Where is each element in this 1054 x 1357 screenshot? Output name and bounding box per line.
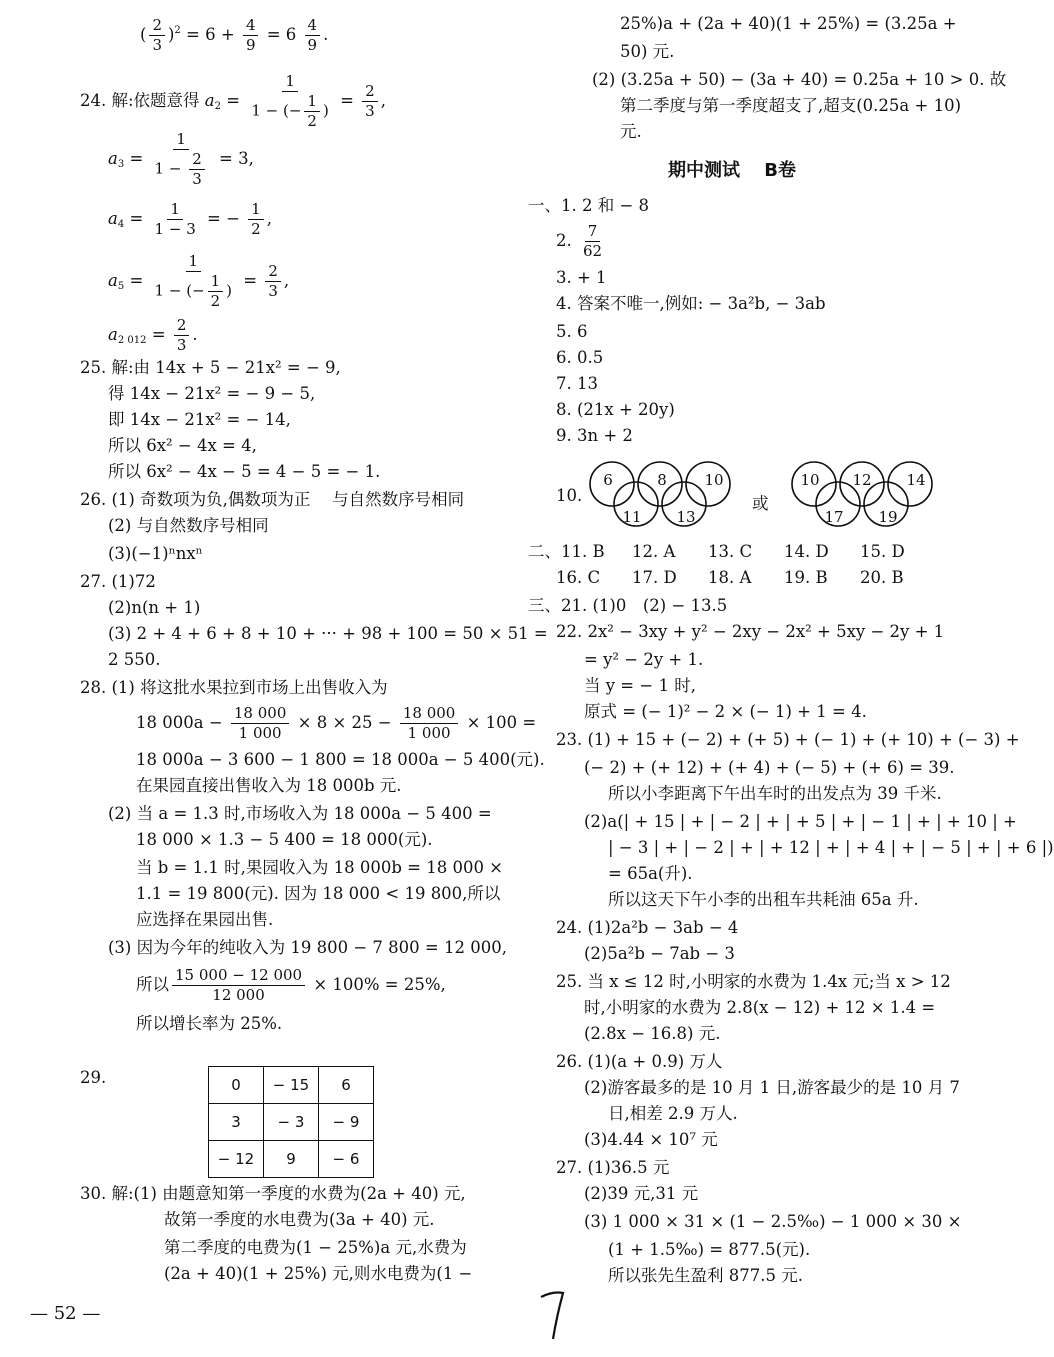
- p21: 三、21. (1)0 (2) − 13.5: [528, 596, 728, 615]
- q30-l0: 30. 解:(1) 由题意知第一季度的水费为(2a + 40) 元,: [80, 1184, 466, 1203]
- q25-l3: 所以 6x² − 4x = 4,: [108, 436, 257, 455]
- q29-label: 29.: [80, 1068, 107, 1087]
- a4-line: [108, 200, 272, 239]
- frac-den: 2: [307, 112, 317, 130]
- frac-num: 2: [189, 150, 205, 170]
- frac-den: 3: [365, 102, 375, 120]
- grid-row: [209, 1104, 374, 1141]
- mc-row2-d: 19. B: [784, 568, 828, 587]
- frac-den: [248, 92, 331, 131]
- q25-l4: 所以 6x² − 4x − 5 = 4 − 5 = − 1.: [108, 462, 381, 481]
- s5: 5. 6: [556, 322, 588, 341]
- mc-row2-a: 16. C: [556, 568, 601, 587]
- text: 2.: [556, 231, 577, 250]
- s10-label: 10.: [556, 486, 583, 505]
- fraction: [580, 222, 605, 261]
- fraction: [189, 150, 205, 189]
- mc-row2-b: 17. D: [632, 568, 677, 587]
- rings-or: 或: [752, 494, 769, 513]
- var: a: [204, 91, 215, 110]
- frac-den: 9: [307, 36, 318, 54]
- paren-close: ): [167, 25, 175, 44]
- q28-r7: (3) 因为今年的纯收入为 19 800 − 7 800 = 12 000,: [108, 938, 507, 957]
- r-top3: 第二季度与第一季度超支了,超支(0.25a + 10): [620, 96, 962, 115]
- subscript: 2: [214, 101, 222, 112]
- text: × 8 × 25 −: [292, 713, 397, 732]
- r-top2: (2) (3.25a + 50) − (3a + 40) = 0.25a + 10 > 0. 故: [592, 70, 1007, 89]
- q28-eq2: [136, 966, 446, 1005]
- p23-l5: = 65a(升).: [608, 864, 693, 883]
- frac-num: 1: [186, 252, 202, 272]
- fraction: [172, 966, 305, 1005]
- text: =: [124, 271, 149, 290]
- frac-den: [152, 272, 235, 311]
- s2: [556, 222, 608, 261]
- p24-l1: (2)5a²b − 7ab − 3: [584, 944, 735, 963]
- q27-l0: 27. (1)72: [80, 572, 156, 591]
- ring-label: 13: [676, 508, 696, 526]
- frac-den: 2: [210, 292, 221, 310]
- subscript: 5: [117, 281, 125, 292]
- q27-l3: 2 550.: [108, 650, 161, 669]
- fraction: [231, 704, 290, 743]
- p23-l4: | − 3 | + | − 2 | + | + 12 | + | + 4 | + | − 5 | + | + 6 |): [608, 838, 1054, 857]
- p26-l0: 26. (1)(a + 0.9) 万人: [556, 1052, 723, 1071]
- q28-r6: 应选择在果园出售.: [136, 910, 274, 929]
- frac-num: 1: [304, 92, 320, 112]
- a3-line: [108, 130, 254, 189]
- mc-row1-b: 12. A: [632, 542, 676, 561]
- text: ): [226, 281, 233, 300]
- text: 18 000a −: [136, 713, 228, 732]
- grid-cell: − 12: [209, 1141, 264, 1178]
- s7: 7. 13: [556, 374, 598, 393]
- frac-num: 1: [248, 200, 264, 220]
- frac-den: 1 000: [238, 724, 282, 742]
- p22-l3: 原式 = (− 1)² − 2 × (− 1) + 1 = 4.: [584, 702, 867, 721]
- p27-l1: (2)39 元,31 元: [584, 1184, 699, 1203]
- p27-l3: (1 + 1.5‰) = 877.5(元).: [608, 1240, 811, 1259]
- text: ,: [380, 91, 386, 110]
- frac-num: 1: [167, 200, 183, 220]
- fraction: [248, 72, 331, 131]
- q28-end: 所以增长率为 25%.: [136, 1014, 283, 1033]
- mc-row1-d: 14. D: [784, 542, 829, 561]
- q28-r3: 18 000 × 1.3 − 5 400 = 18 000(元).: [136, 830, 433, 849]
- text: .: [323, 25, 329, 44]
- text: = 6 +: [180, 25, 240, 44]
- subscript: 2 012: [117, 335, 147, 346]
- frac-num: 1: [208, 272, 224, 292]
- frac-num: 2: [362, 82, 378, 102]
- q28-l0: 28. (1) 将这批水果拉到市场上出售收入为: [80, 678, 388, 697]
- mc-row1-e: 15. D: [860, 542, 905, 561]
- fraction: [304, 92, 320, 131]
- ring-label: 17: [824, 508, 844, 526]
- fraction: [152, 130, 211, 189]
- text: ): [322, 101, 329, 120]
- text: =: [124, 149, 149, 168]
- fraction: [400, 704, 459, 743]
- s3: 3. + 1: [556, 268, 607, 287]
- mc-row2-c: 18. A: [708, 568, 752, 587]
- fraction: [265, 262, 281, 301]
- q25-l0: 25. 解:由 14x + 5 − 21x² = − 9,: [80, 358, 341, 377]
- frac-num: 15 000 − 12 000: [172, 966, 305, 986]
- q26-l0: 26. (1) 奇数项为负,偶数项为正 与自然数序号相同: [80, 490, 465, 509]
- p26-l3: (3)4.44 × 10⁷ 元: [584, 1130, 718, 1149]
- frac-num: 2: [265, 262, 281, 282]
- p25-l0: 25. 当 x ≤ 12 时,小明家的水费为 1.4x 元;当 x > 12: [556, 972, 951, 991]
- q28-r2: (2) 当 a = 1.3 时,市场收入为 18 000a − 5 400 =: [108, 804, 492, 823]
- ring-label: 19: [878, 508, 898, 526]
- frac-num: 4: [243, 16, 259, 36]
- q25-l2: 即 14x − 21x² = − 14,: [108, 410, 291, 429]
- grid-cell: 6: [319, 1067, 374, 1104]
- frac-den: 9: [245, 36, 256, 54]
- q27-l2: (3) 2 + 4 + 6 + 8 + 10 + ··· + 98 + 100 = 50 × 51 =: [108, 624, 548, 643]
- p26-l1: (2)游客最多的是 10 月 1 日,游客最少的是 10 月 7: [584, 1078, 960, 1097]
- grid-row: [209, 1141, 374, 1178]
- grid-cell: 9: [264, 1141, 319, 1178]
- q28-r5: 1.1 = 19 800(元). 因为 18 000 < 19 800,所以: [136, 884, 501, 903]
- frac-den: 3: [192, 170, 202, 188]
- var: a: [108, 149, 118, 168]
- fraction: [243, 16, 259, 55]
- r-top4: 元.: [620, 122, 642, 141]
- var: a: [108, 325, 118, 344]
- ring-label: 6: [603, 471, 613, 489]
- grid-cell: − 6: [319, 1141, 374, 1178]
- q26-l2: (3)(−1)ⁿnxⁿ: [108, 544, 203, 563]
- ring-label: 8: [657, 471, 667, 489]
- ring-label: 10: [704, 471, 724, 489]
- q26-l1: (2) 与自然数序号相同: [108, 516, 269, 535]
- q27-l1: (2)n(n + 1): [108, 598, 201, 617]
- p27-l4: 所以张先生盈利 877.5 元.: [608, 1266, 803, 1285]
- ring-label: 11: [622, 508, 642, 526]
- mc-row2-e: 20. B: [860, 568, 904, 587]
- ring-label: 10: [800, 471, 820, 489]
- handwritten-mark: [535, 1285, 575, 1345]
- text: ,: [266, 209, 272, 228]
- q24-label: 24. 解:依题意得: [80, 91, 205, 110]
- s4: 4. 答案不唯一,例如: − 3a²b, − 3ab: [556, 294, 826, 313]
- q25-l1: 得 14x − 21x² = − 9 − 5,: [108, 384, 316, 403]
- page-number: — 52 —: [30, 1303, 101, 1324]
- frac-den: 2: [251, 220, 261, 238]
- frac-num: 4: [305, 16, 321, 36]
- frac-num: 1: [173, 130, 189, 150]
- p23-l6: 所以这天下午小李的出租车共耗油 65a 升.: [608, 890, 919, 909]
- frac-num: 2: [174, 316, 190, 336]
- paren-open: (: [140, 25, 147, 44]
- text: × 100 =: [461, 713, 537, 732]
- s9: 9. 3n + 2: [556, 426, 633, 445]
- s6: 6. 0.5: [556, 348, 604, 367]
- grid-cell: − 9: [319, 1104, 374, 1141]
- section-title: 期中测试 B卷: [668, 160, 796, 181]
- text: = −: [201, 209, 246, 228]
- a5-line: [108, 252, 289, 311]
- ring-label: 14: [906, 471, 926, 489]
- subscript: 3: [117, 159, 125, 170]
- fraction: [152, 252, 235, 311]
- text: =: [238, 271, 263, 290]
- mc-row1-a: 二、11. B: [528, 542, 605, 561]
- q28-eq1: [136, 704, 536, 743]
- text: =: [124, 209, 149, 228]
- q28-r1: 在果园直接出售收入为 18 000b 元.: [136, 776, 402, 795]
- r-top0: 25%)a + (2a + 40)(1 + 25%) = (3.25a +: [620, 14, 957, 33]
- p27-l2: (3) 1 000 × 31 × (1 − 2.5‰) − 1 000 × 30 ×: [584, 1212, 962, 1231]
- q28-r4: 当 b = 1.1 时,果园收入为 18 000b = 18 000 ×: [136, 858, 504, 877]
- fraction: [149, 16, 165, 55]
- fraction: [362, 82, 378, 121]
- fraction: [174, 316, 190, 355]
- fraction: [305, 16, 321, 55]
- grid-cell: − 15: [264, 1067, 319, 1104]
- text: =: [334, 91, 360, 110]
- text: 所以: [136, 975, 169, 994]
- fraction: [152, 200, 199, 239]
- grid-cell: 3: [209, 1104, 264, 1141]
- text: × 100% = 25%,: [308, 975, 446, 994]
- rings-diagram-1: [586, 458, 746, 530]
- p22-l2: 当 y = − 1 时,: [584, 676, 696, 695]
- q29-grid: [208, 1066, 374, 1178]
- frac-den: [152, 150, 211, 189]
- p23-l0: 23. (1) + 15 + (− 2) + (+ 5) + (− 1) + (+ 10) + (− 3) +: [556, 730, 1020, 749]
- p25-l2: (2.8x − 16.8) 元.: [584, 1024, 721, 1043]
- p23-l1: (− 2) + (+ 12) + (+ 4) + (− 5) + (+ 6) = 39.: [584, 758, 955, 777]
- r-top1: 50) 元.: [620, 42, 675, 61]
- q30-l2: 第二季度的电费为(1 − 25%)a 元,水费为: [164, 1238, 467, 1257]
- frac-num: 18 000: [231, 704, 290, 724]
- p26-l2: 日,相差 2.9 万人.: [608, 1104, 738, 1123]
- grid-cell: 0: [209, 1067, 264, 1104]
- text: 1 −: [154, 159, 187, 178]
- p24-l0: 24. (1)2a²b − 3ab − 4: [556, 918, 739, 937]
- text: 1 − (−: [251, 101, 302, 120]
- frac-den: 1 − 3: [154, 220, 196, 238]
- var: a: [108, 209, 118, 228]
- text: = 3,: [213, 149, 254, 168]
- exponent: 2: [174, 25, 181, 36]
- rings-diagram-2: [788, 458, 948, 530]
- text: =: [221, 91, 246, 110]
- p25-l1: 时,小明家的水费为 2.8(x − 12) + 12 × 1.4 =: [584, 998, 936, 1017]
- frac-den: 3: [268, 282, 278, 300]
- ring-label: 12: [852, 471, 872, 489]
- text: =: [146, 325, 171, 344]
- q30-l3: (2a + 40)(1 + 25%) 元,则水电费为(1 −: [164, 1264, 473, 1283]
- text: 1 − (−: [154, 281, 205, 300]
- text: ,: [283, 271, 290, 290]
- p22-l0: 22. 2x² − 3xy + y² − 2xy − 2x² + 5xy − 2y + 1: [556, 622, 945, 641]
- fraction: [208, 272, 224, 311]
- frac-num: 1: [282, 72, 298, 92]
- s8: 8. (21x + 20y): [556, 400, 675, 419]
- frac-num: 7: [585, 222, 601, 242]
- frac-den: 12 000: [212, 986, 265, 1004]
- frac-num: 18 000: [400, 704, 459, 724]
- text: = 6: [261, 25, 302, 44]
- grid-row: [209, 1067, 374, 1104]
- grid-cell: − 3: [264, 1104, 319, 1141]
- s1: 一、1. 2 和 − 8: [528, 196, 650, 215]
- p22-l1: = y² − 2y + 1.: [584, 650, 704, 669]
- p23-l2: 所以小李距离下午出车时的出发点为 39 千米.: [608, 784, 942, 803]
- frac-den: 1 000: [407, 724, 451, 742]
- frac-num: 2: [149, 16, 165, 36]
- fraction: [248, 200, 264, 239]
- frac-den: 3: [152, 36, 162, 54]
- frac-den: 3: [176, 336, 187, 354]
- line-l1: [140, 16, 328, 55]
- var: a: [108, 271, 118, 290]
- p23-l3: (2)a(| + 15 | + | − 2 | + | + 5 | + | − 1 | + | + 10 | +: [584, 812, 1017, 831]
- frac-den: 62: [583, 242, 603, 260]
- q30-l1: 故第一季度的水电费为(3a + 40) 元.: [164, 1210, 435, 1229]
- a2012-line: [108, 316, 198, 355]
- q24-line: [80, 72, 386, 131]
- q28-r0: 18 000a − 3 600 − 1 800 = 18 000a − 5 400(元).: [136, 750, 545, 769]
- p27-l0: 27. (1)36.5 元: [556, 1158, 670, 1177]
- mc-row1-c: 13. C: [708, 542, 753, 561]
- subscript: 4: [117, 219, 125, 230]
- text: .: [192, 325, 198, 344]
